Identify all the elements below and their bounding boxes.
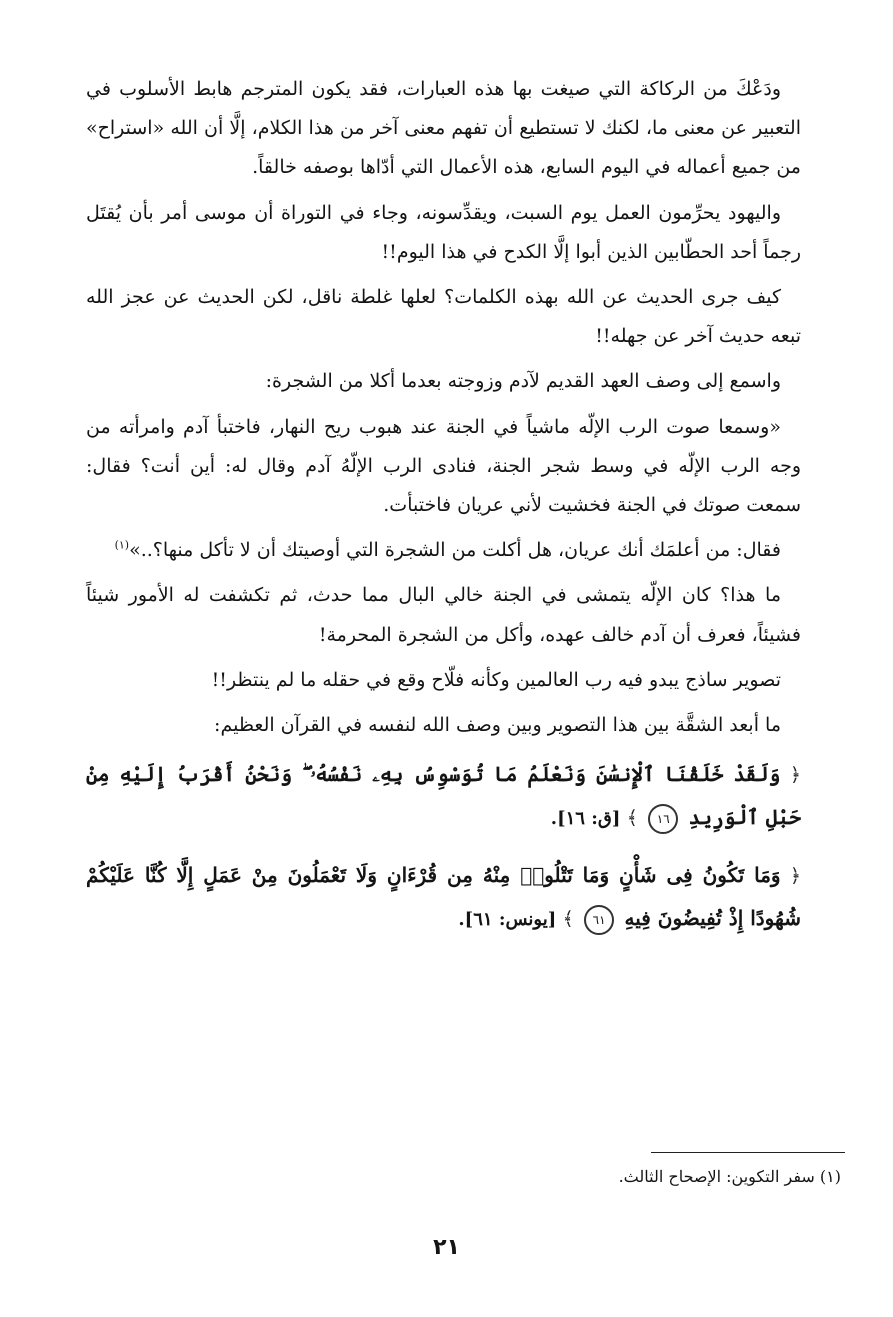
ayah-number-badge: ١٦: [648, 804, 678, 834]
quran-verse: [86, 854, 801, 941]
footnote-marker: (١): [114, 538, 130, 552]
quran-verse-text: وَلَقَدْ خَلَقْنَا ٱلْإِنسَٰنَ وَنَعْلَمُ مَا تُوَسْوِسُ بِهِۦ نَفْسُهُۥ ۖ وَنَحْنُ أَقْرَبُ إِلَيْهِ مِنْ حَبْلِ ٱلْوَرِيدِ: [86, 762, 801, 830]
quran-verse-text: وَمَا تَكُونُ فِى شَأْنٍ وَمَا تَتْلُوا۟ مِنْهُ مِن قُرْءَانٍ وَلَا تَعْمَلُونَ مِنْ عَمَلٍ إِلَّا كُنَّا عَلَيْكُمْ شُهُودًا إِذْ تُفِيضُونَ فِيهِ: [86, 863, 801, 931]
quran-verse: [86, 753, 801, 840]
footnote-divider: [651, 1152, 845, 1153]
paragraph-with-footnote: [86, 531, 801, 570]
footnote: (١) سفر التكوين: الإصحاح الثالث.: [618, 1167, 841, 1186]
paragraph: واسمع إلى وصف العهد القديم لآدم وزوجته بعدما أكلا من الشجرة:: [265, 370, 781, 393]
quran-open-bracket: ﴿: [789, 865, 802, 888]
paragraph: ما أبعد الشقَّة بين هذا التصوير وبين وصف الله لنفسه في القرآن العظيم:: [214, 714, 781, 737]
paragraph: كيف جرى الحديث عن الله بهذه الكلمات؟ لعلها غلطة ناقل، لكن الحديث عن عجز الله تبعه حديث آخر عن جهله!!: [86, 286, 801, 348]
quran-close-bracket: ﴾: [626, 807, 638, 830]
paragraph: واليهود يحرِّمون العمل يوم السبت، ويقدِّسونه، وجاء في التوراة أن موسى أمر بأن يُقتَل رجماً أحد الحطّابين الذين أبوا إلَّا الكدح في هذا اليوم!!: [86, 201, 801, 263]
paragraph: تصوير ساذج يبدو فيه رب العالمين وكأنه فلّاح وقع في حقله ما لم ينتظر!!: [211, 668, 781, 691]
page-number: ٢١: [433, 1235, 460, 1260]
paragraph-text: فقال: من أعلمَك أنك عريان، هل أكلت من الشجرة التي أوصيتك أن لا تأكل منها؟..»: [129, 539, 781, 562]
surah-reference: [ق: ١٦].: [550, 808, 621, 830]
paragraph: «وسمعا صوت الرب الإلّه ماشياً في الجنة عند هبوب ريح النهار، فاختبأ آدم وامرأته من وجه الرب الإلّه في وسط شجر الجنة، فنادى الرب الإلّهُ آدم وقال له: أين أنت؟ فقال: سمعت صوتك في الجنة فخشيت لأني عريان فاختبأت.: [86, 415, 801, 517]
main-text: [86, 70, 801, 945]
paragraph: ودَعْكَ من الركاكة التي صيغت بها هذه العبارات، فقد يكون المترجم هابط الأسلوب في التعبير عن معنى ما، لكنك لا تستطيع أن تفهم معنى آخر من هذا الكلام، إلَّا أن الله «استراح» من جميع أعماله في اليوم السابع، هذه الأعمال التي أدّاها بوصفه خالقاً.: [86, 78, 801, 179]
paragraph: ما هذا؟ كان الإلّه يتمشى في الجنة خالي البال مما حدث، ثم تكشفت له الأمور شيئاً فشيئاً، فعرف أن آدم خالف عهده، وأكل من الشجرة المحرمة!: [86, 584, 801, 646]
quran-close-bracket: ﴾: [562, 908, 574, 931]
quran-open-bracket: ﴿: [789, 764, 801, 787]
surah-reference: [يونس: ٦١].: [458, 909, 557, 931]
ayah-number-badge: ٦١: [584, 905, 614, 935]
